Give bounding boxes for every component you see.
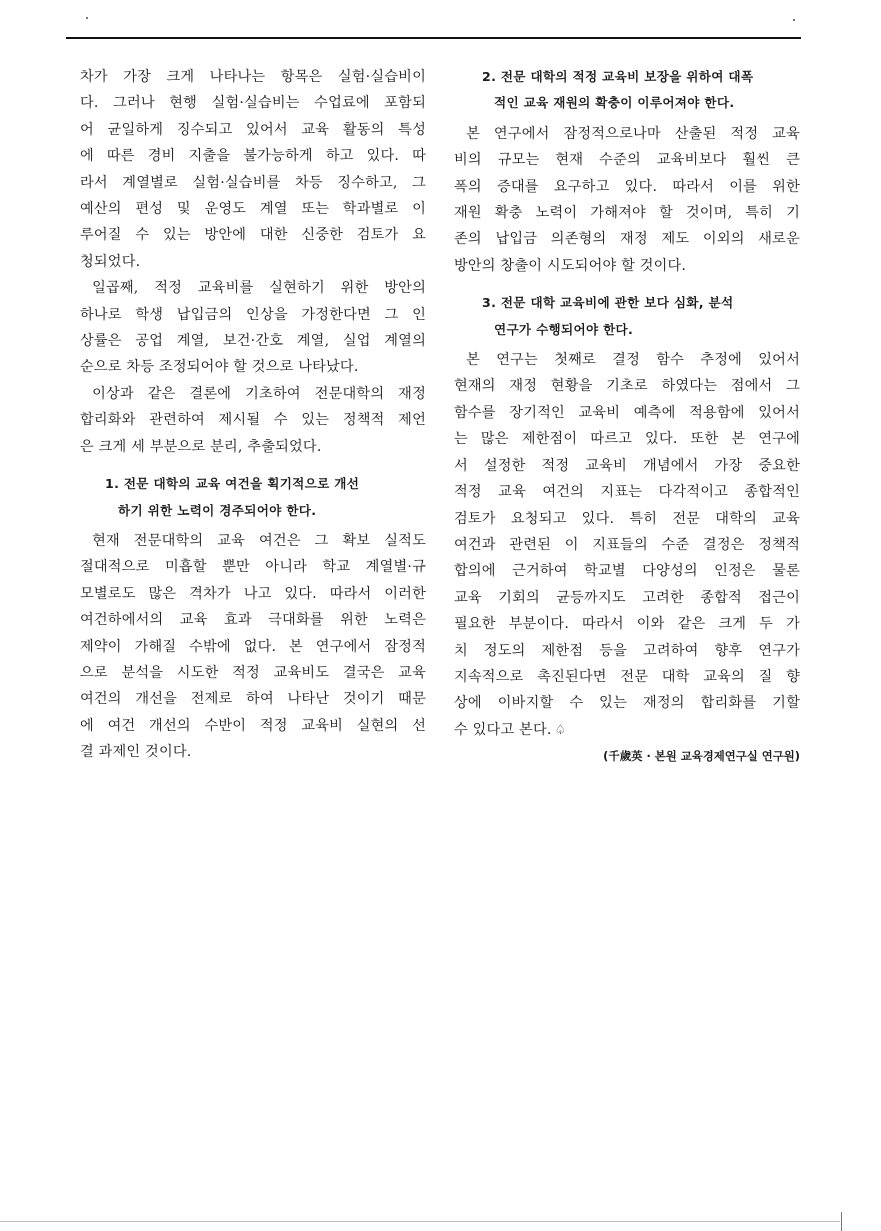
text-line-content: 합리화와 관련하여 제시될 수 있는 정책적 제언 bbox=[80, 412, 426, 429]
text-line-content: 여건의 개선을 전제로 하여 나타난 것이기 때문 bbox=[80, 691, 426, 708]
text-line-content: 이상과 같은 결론에 기초하여 전문대학의 재정 bbox=[92, 385, 426, 402]
end-mark-icon: ♤ bbox=[554, 722, 567, 738]
text-line-content: 지속적으로 촉진된다면 전문 대학 교육의 질 향 bbox=[454, 668, 800, 685]
text-line bbox=[454, 253, 800, 279]
scan-speck bbox=[86, 17, 88, 19]
text-line-content: 어 균일하게 징수되고 있어서 교육 활동의 특성 bbox=[80, 121, 426, 138]
text-line bbox=[454, 611, 800, 637]
text-line bbox=[454, 373, 800, 399]
text-line bbox=[454, 690, 800, 716]
text-line bbox=[80, 434, 426, 460]
text-line-content: 교육 기회의 균등까지도 고려한 종합적 접근이 bbox=[454, 589, 800, 606]
section-heading bbox=[454, 290, 800, 343]
section-heading-line: 3. 전문 대학 교육비에 관한 보다 심화, 분석 bbox=[482, 295, 734, 311]
text-line-content: 검토가 요청되고 있다. 특히 전문 대학의 교육 bbox=[454, 510, 800, 527]
text-line-content: 은 크게 세 부분으로 분리, 추출되었다. bbox=[80, 438, 322, 455]
text-line bbox=[454, 121, 800, 147]
text-line bbox=[80, 407, 426, 433]
text-line bbox=[80, 143, 426, 169]
text-line bbox=[454, 400, 800, 426]
author-credit: (千歲英 · 본원 교육경제연구실 연구원) bbox=[603, 749, 800, 764]
text-line bbox=[454, 717, 800, 744]
text-line-content: 여건하에서의 교육 효과 극대화를 위한 노력은 bbox=[80, 612, 426, 629]
text-line-content: 차가 가장 크게 나타나는 항목은 실험·실습비이 bbox=[80, 69, 426, 85]
text-line bbox=[454, 506, 800, 532]
paragraph bbox=[80, 64, 426, 275]
text-line bbox=[80, 554, 426, 580]
text-line-content: 예산의 편성 및 운영도 계열 또는 학과별로 이 bbox=[80, 201, 426, 218]
text-line bbox=[80, 196, 426, 222]
text-line-content: 에 여건 개선의 수반이 적정 교육비 실현의 선 bbox=[80, 717, 426, 734]
section-heading bbox=[80, 471, 426, 524]
text-line bbox=[454, 479, 800, 505]
text-line-content: 하나로 학생 납입금의 인상을 가정한다면 그 인 bbox=[80, 306, 426, 323]
text-line bbox=[80, 302, 426, 328]
text-line bbox=[80, 739, 426, 765]
text-line-content: 비의 규모는 현재 수준의 교육비보다 훨씬 큰 bbox=[454, 152, 800, 169]
text-line bbox=[80, 222, 426, 248]
scan-speck bbox=[793, 19, 795, 21]
text-line-content: 적정 교육 여건의 지표는 다각적이고 종합적인 bbox=[454, 484, 800, 501]
text-line-content: 절대적으로 미흡할 뿐만 아니라 학교 계열별·규 bbox=[80, 559, 426, 576]
text-line bbox=[454, 453, 800, 479]
text-line bbox=[80, 660, 426, 686]
section-heading-line: 연구가 수행되어야 한다. bbox=[494, 321, 634, 337]
text-line-content: 으로 분석을 시도한 적정 교육비도 결국은 교육 bbox=[80, 664, 426, 681]
section-heading bbox=[454, 64, 800, 117]
text-line bbox=[80, 90, 426, 116]
bottom-rule bbox=[0, 1221, 840, 1222]
text-line-content: 현재 전문대학의 교육 여건은 그 확보 실적도 bbox=[92, 532, 426, 549]
text-line bbox=[454, 664, 800, 690]
text-line bbox=[80, 354, 426, 380]
section-heading-line: 하기 위한 노력이 경주되어야 한다. bbox=[118, 502, 317, 518]
text-line bbox=[80, 528, 426, 554]
section-heading-line: 적인 교육 재원의 확충이 이루어져야 한다. bbox=[494, 95, 735, 111]
text-line-content: 여건과 관련된 이 지표들의 수준 결정은 정책적 bbox=[454, 536, 800, 553]
text-line bbox=[454, 558, 800, 584]
text-line-content: 순으로 차등 조정되어야 할 것으로 나타났다. bbox=[80, 359, 359, 376]
text-line-content: 치 정도의 제한점 등을 고려하여 향후 연구가 bbox=[454, 642, 800, 659]
text-line-content: 라서 계열별로 실험·실습비를 차등 징수하고, 그 bbox=[80, 174, 426, 191]
text-line bbox=[454, 347, 800, 373]
text-line bbox=[454, 638, 800, 664]
text-line bbox=[80, 249, 426, 275]
text-line bbox=[80, 686, 426, 712]
left-column bbox=[80, 64, 426, 766]
text-line-content: 필요한 부분이다. 따라서 이와 같은 크게 두 가 bbox=[454, 616, 800, 633]
text-line-content: 방안의 창출이 시도되어야 할 것이다. bbox=[454, 257, 687, 274]
text-line bbox=[80, 634, 426, 660]
text-line-content: 는 많은 제한점이 따르고 있다. 또한 본 연구에 bbox=[454, 431, 800, 448]
text-line-content: 다. 그러나 현행 실험·실습비는 수업료에 포함되 bbox=[80, 95, 426, 112]
section-heading-line: 2. 전문 대학의 적정 교육비 보장을 위하여 대폭 bbox=[482, 69, 754, 84]
text-line-content: 수 있다고 본다. bbox=[454, 721, 552, 738]
paragraph bbox=[80, 275, 426, 381]
text-line-content: 함수를 장기적인 교육비 예측에 적용함에 있어서 bbox=[454, 404, 800, 421]
text-line-content: 폭의 증대를 요구하고 있다. 따라서 이를 위한 bbox=[454, 178, 800, 195]
paragraph bbox=[80, 381, 426, 460]
text-line-content: 현재의 재정 현황을 기초로 하였다는 점에서 그 bbox=[454, 378, 800, 395]
text-line-content: 상에 이바지할 수 있는 재정의 합리화를 기할 bbox=[454, 695, 800, 712]
text-line bbox=[80, 607, 426, 633]
text-line-content: 서 설정한 적정 교육비 개념에서 가장 중요한 bbox=[454, 457, 800, 474]
text-line-content: 일곱째, 적정 교육비를 실현하기 위한 방안의 bbox=[92, 280, 426, 297]
text-line-content: 제약이 가해질 수밖에 없다. 본 연구에서 잠정적 bbox=[80, 638, 426, 655]
text-line-content: 상률은 공업 계열, 보건·간호 계열, 실업 계열의 bbox=[80, 333, 426, 350]
text-line-content: 본 연구에서 잠정적으로나마 산출된 적정 교육 bbox=[466, 125, 800, 142]
text-line bbox=[454, 174, 800, 200]
text-line bbox=[80, 275, 426, 301]
text-line-content: 루어질 수 있는 방안에 대한 신중한 검토가 요 bbox=[80, 227, 426, 244]
text-line bbox=[454, 226, 800, 252]
text-line bbox=[454, 532, 800, 558]
text-line-content: 결 과제인 것이다. bbox=[80, 744, 192, 761]
text-line-content: 합의에 근거하여 학교별 다양성의 인정은 물론 bbox=[454, 563, 800, 580]
text-line bbox=[454, 200, 800, 226]
text-line bbox=[80, 381, 426, 407]
bottom-tick bbox=[841, 1212, 842, 1231]
text-line bbox=[80, 170, 426, 196]
text-line bbox=[80, 64, 426, 90]
text-line-content: 본 연구는 첫째로 결정 함수 추정에 있어서 bbox=[466, 352, 800, 369]
text-line-content: 재원 확충 노력이 가해져야 할 것이며, 특히 기 bbox=[454, 205, 800, 222]
right-column bbox=[454, 64, 800, 766]
text-line bbox=[454, 426, 800, 452]
text-line bbox=[80, 713, 426, 739]
text-line-content: 모별로도 많은 격차가 나고 있다. 따라서 이러한 bbox=[80, 585, 426, 602]
text-line bbox=[80, 117, 426, 143]
text-line-content: 존의 납입금 의존형의 재정 제도 이외의 새로운 bbox=[454, 231, 800, 248]
paragraph bbox=[454, 121, 800, 279]
text-line bbox=[80, 328, 426, 354]
text-line-content: 청되었다. bbox=[80, 253, 141, 270]
text-line bbox=[454, 585, 800, 611]
top-rule bbox=[66, 37, 801, 39]
text-line-content: 에 따른 경비 지출을 불가능하게 하고 있다. 따 bbox=[80, 148, 426, 165]
section-heading-line: 1. 전문 대학의 교육 여건을 획기적으로 개선 bbox=[105, 476, 360, 492]
text-line bbox=[454, 147, 800, 173]
paragraph bbox=[454, 347, 800, 744]
paragraph bbox=[80, 528, 426, 766]
text-line bbox=[80, 581, 426, 607]
